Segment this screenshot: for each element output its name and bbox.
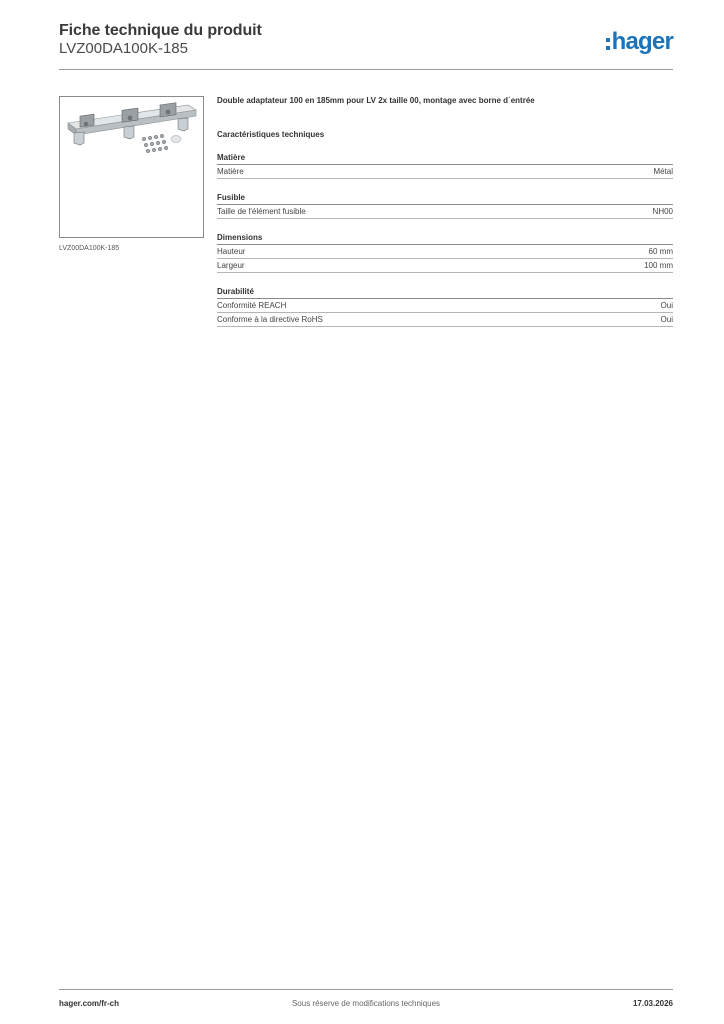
spec-label: Largeur (217, 261, 245, 270)
footer-disclaimer: Sous réserve de modifications techniques (291, 999, 441, 1008)
spec-label: Hauteur (217, 247, 246, 256)
spec-row (217, 313, 673, 327)
page-header (59, 20, 673, 70)
footer-date: 17.03.2026 (632, 999, 673, 1008)
hager-logo (606, 27, 673, 57)
footer-website-link[interactable]: hager.com/fr-ch (59, 999, 120, 1008)
product-image (59, 96, 204, 238)
spec-label: Taille de l'élément fusible (217, 207, 306, 216)
spec-group-matiere (217, 152, 673, 179)
adapter-illustration-icon (60, 97, 203, 237)
spec-label: Matière (217, 167, 244, 176)
image-caption: LVZ00DA100K-185 (59, 245, 120, 252)
spec-value: 60 mm (648, 247, 673, 256)
spec-row (217, 299, 673, 313)
spec-row (217, 205, 673, 219)
spec-value: 100 mm (644, 261, 673, 270)
product-description: Double adaptateur 100 en 185mm pour LV 2x taille 00, montage avec borne d´entrée (217, 96, 535, 105)
specs-heading: Caractéristiques techniques (217, 130, 325, 139)
spec-row (217, 165, 673, 179)
spec-value: Métal (653, 167, 673, 176)
product-code: LVZ00DA100K-185 (59, 40, 188, 57)
spec-content (217, 96, 673, 327)
spec-value: Oui (660, 315, 673, 324)
spec-group-title: Matière (217, 152, 673, 165)
spec-row (217, 259, 673, 273)
page-title: Fiche technique du produit (59, 22, 262, 39)
logo-dots-icon (606, 38, 610, 50)
spec-group-title: Durabilité (217, 286, 673, 299)
spec-group-title: Dimensions (217, 232, 673, 245)
spec-group-title: Fusible (217, 192, 673, 205)
spec-label: Conformité REACH (217, 301, 287, 310)
logo-text: hager (611, 28, 673, 55)
page-footer (59, 989, 673, 1008)
spec-row (217, 245, 673, 259)
spec-group-durabilite (217, 286, 673, 327)
spec-group-fusible (217, 192, 673, 219)
spec-value: Oui (660, 301, 673, 310)
spec-value: NH00 (652, 207, 673, 216)
spec-label: Conforme à la directive RoHS (217, 315, 323, 324)
spec-group-dimensions (217, 232, 673, 273)
